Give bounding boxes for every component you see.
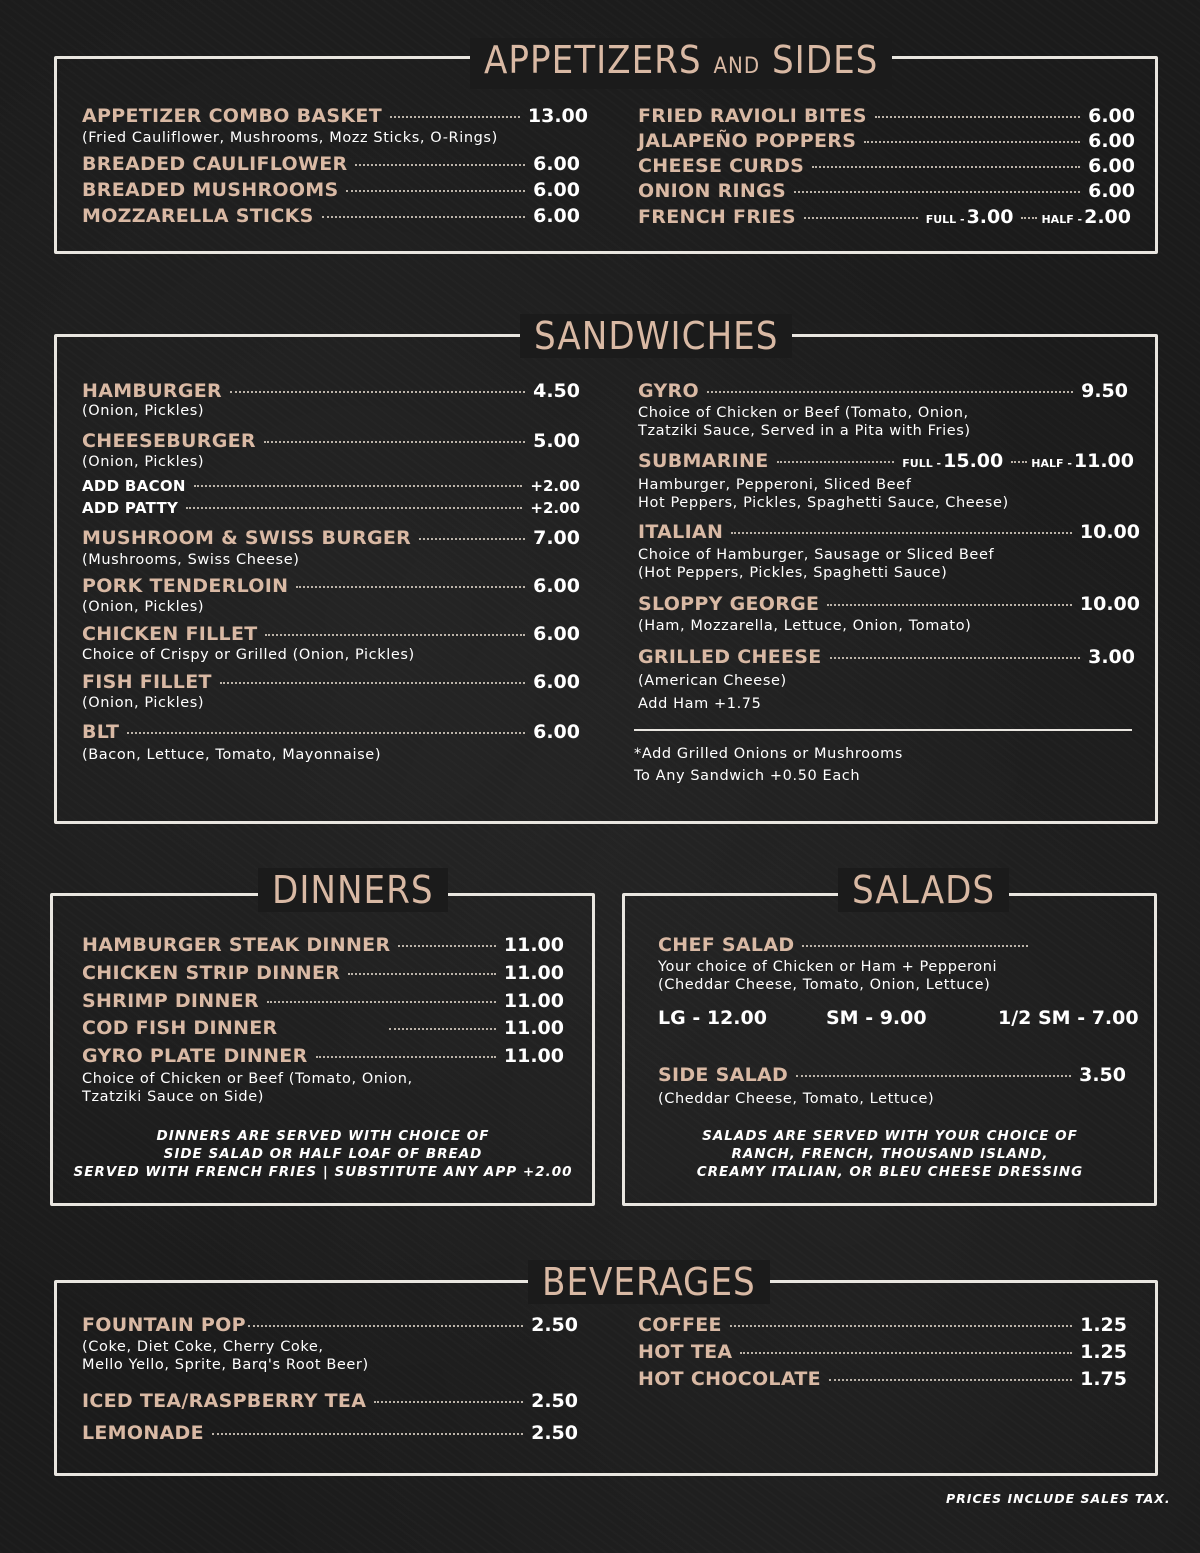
leader-dots <box>812 166 1080 168</box>
item-name: BLT <box>82 721 120 743</box>
leader-dots <box>875 116 1080 118</box>
item-name: HOT CHOCOLATE <box>638 1368 821 1390</box>
menu-item-chicken-fillet <box>82 623 580 645</box>
leader-dots <box>322 216 525 218</box>
menu-item-hot-tea <box>638 1341 1127 1363</box>
item-description: (Mushrooms, Swiss Cheese) <box>82 552 300 568</box>
item-price: +2.00 <box>530 477 580 495</box>
item-name: BREADED CAULIFLOWER <box>82 153 348 175</box>
item-description: Choice of Hamburger, Sausage or Sliced Beef <box>638 547 995 563</box>
leader-dots <box>296 586 525 588</box>
item-name: CHEF SALAD <box>658 934 795 956</box>
item-price: 6.00 <box>533 671 580 693</box>
menu-item-appetizer-combo <box>82 105 588 127</box>
item-name: COFFEE <box>638 1314 722 1336</box>
beverages-title: BEVERAGES <box>528 1260 770 1304</box>
leader-dots <box>804 217 918 219</box>
menu-item-mushroom-swiss-burger <box>82 527 580 549</box>
menu-item-jalapeno-poppers <box>638 130 1135 152</box>
item-description: Choice of Chicken or Beef (Tomato, Onion, <box>638 405 969 421</box>
footer-tax-note: PRICES INCLUDE SALES TAX. <box>946 1491 1171 1506</box>
item-price: 10.00 <box>1079 593 1140 615</box>
item-description: (American Cheese) <box>638 673 787 689</box>
leader-dots <box>802 945 1028 947</box>
item-name: HAMBURGER <box>82 380 222 402</box>
item-name: CHEESE CURDS <box>638 155 805 177</box>
item-name: HAMBURGER STEAK DINNER <box>82 934 391 956</box>
leader-dots <box>1011 461 1027 463</box>
item-name: SHRIMP DINNER <box>82 990 259 1012</box>
leader-dots <box>707 391 1073 393</box>
item-name: GYRO <box>638 380 699 402</box>
item-name: COD FISH DINNER <box>82 1017 278 1039</box>
item-price: 2.50 <box>531 1390 578 1412</box>
item-description: (Hot Peppers, Pickles, Spaghetti Sauce) <box>638 565 948 581</box>
leader-dots <box>346 190 525 192</box>
leader-dots <box>248 1325 523 1327</box>
salads-title: SALADS <box>838 868 1009 912</box>
item-price: 10.00 <box>1079 521 1140 543</box>
item-name: FRENCH FRIES <box>638 206 796 228</box>
item-price: 6.00 <box>1088 155 1135 177</box>
leader-dots <box>796 1075 1071 1077</box>
item-name: SUBMARINE <box>638 450 769 472</box>
full-label: FULL - <box>925 213 965 226</box>
item-name: GRILLED CHEESE <box>638 646 822 668</box>
appetizers-title-b: SIDES <box>771 38 879 82</box>
item-name: ITALIAN <box>638 521 724 543</box>
appetizers-title <box>470 38 892 89</box>
item-price: 7.00 <box>533 527 580 549</box>
half-label: HALF - <box>1041 213 1083 226</box>
item-description: Choice of Chicken or Beef (Tomato, Onion, <box>82 1071 413 1087</box>
item-name: ADD BACON <box>82 477 186 495</box>
menu-item-blt <box>82 721 580 743</box>
menu-item-add-patty <box>82 499 580 517</box>
item-description: (Cheddar Cheese, Tomato, Onion, Lettuce) <box>658 977 991 993</box>
salads-note-line: CREAMY ITALIAN, OR BLEU CHEESE DRESSING <box>696 1164 1084 1180</box>
item-name: SLOPPY GEORGE <box>638 593 820 615</box>
menu-item-chicken-strip-dinner <box>82 962 564 984</box>
menu-item-onion-rings <box>638 180 1135 202</box>
salad-size-small: SM - 9.00 <box>826 1007 927 1029</box>
appetizers-title-a: APPETIZERS <box>484 38 702 82</box>
item-description: Hamburger, Pepperoni, Sliced Beef <box>638 477 912 493</box>
dinners-title: DINNERS <box>258 868 448 912</box>
salads-note <box>640 1127 1140 1181</box>
item-description: (Fried Cauliflower, Mushrooms, Mozz Sticks, O-Rings) <box>82 130 498 146</box>
menu-item-iced-tea <box>82 1390 578 1412</box>
menu-item-hamburger-steak-dinner <box>82 934 564 956</box>
leader-dots <box>355 164 525 166</box>
item-price: 2.50 <box>531 1422 578 1444</box>
item-name: FOUNTAIN POP <box>82 1314 246 1336</box>
menu-item-gyro <box>638 380 1128 402</box>
salad-size-half-small: 1/2 SM - 7.00 <box>998 1007 1139 1029</box>
menu-item-add-bacon <box>82 477 580 495</box>
sandwich-note: To Any Sandwich +0.50 Each <box>634 768 861 784</box>
half-label: HALF - <box>1031 457 1072 470</box>
item-description: (Coke, Diet Coke, Cherry Coke, <box>82 1339 324 1355</box>
dinners-note <box>70 1127 576 1181</box>
half-price: 11.00 <box>1073 450 1134 472</box>
item-price: 11.00 <box>503 990 564 1012</box>
menu-item-cod-fish-dinner <box>82 1017 564 1039</box>
item-name: GYRO PLATE DINNER <box>82 1045 308 1067</box>
item-description: (Bacon, Lettuce, Tomato, Mayonnaise) <box>82 747 382 763</box>
menu-item-italian <box>638 521 1140 543</box>
leader-dots <box>419 538 525 540</box>
menu-item-pork-tenderloin <box>82 575 580 597</box>
item-price: 2.50 <box>531 1314 578 1336</box>
item-price: 3.00 <box>1088 646 1135 668</box>
item-name: BREADED MUSHROOMS <box>82 179 339 201</box>
menu-item-sloppy-george <box>638 593 1140 615</box>
item-price: 1.25 <box>1080 1341 1127 1363</box>
item-price: 13.00 <box>527 105 588 127</box>
item-name: MUSHROOM & SWISS BURGER <box>82 527 412 549</box>
item-price: 6.00 <box>1088 130 1135 152</box>
item-name: ONION RINGS <box>638 180 786 202</box>
item-name: CHEESEBURGER <box>82 430 256 452</box>
leader-dots <box>864 141 1080 143</box>
half-price: 2.00 <box>1084 206 1131 228</box>
leader-dots <box>794 191 1080 193</box>
leader-dots <box>830 657 1081 659</box>
leader-dots <box>348 973 496 975</box>
leader-dots <box>264 441 525 443</box>
item-description: Hot Peppers, Pickles, Spaghetti Sauce, Cheese) <box>638 495 1009 511</box>
leader-dots <box>1021 217 1037 219</box>
leader-dots <box>740 1352 1072 1354</box>
menu-item-gyro-plate-dinner <box>82 1045 564 1067</box>
item-name: CHICKEN FILLET <box>82 623 258 645</box>
item-price: 3.50 <box>1079 1064 1126 1086</box>
item-name: SIDE SALAD <box>658 1064 789 1086</box>
item-name: FRIED RAVIOLI BITES <box>638 105 867 127</box>
item-price: 11.00 <box>503 962 564 984</box>
item-name: MOZZARELLA STICKS <box>82 205 314 227</box>
menu-item-hot-chocolate <box>638 1368 1127 1390</box>
item-price: 6.00 <box>533 623 580 645</box>
full-price: 15.00 <box>943 450 1004 472</box>
salads-note-line: RANCH, FRENCH, THOUSAND ISLAND, <box>731 1146 1049 1162</box>
item-description: (Onion, Pickles) <box>82 403 205 419</box>
item-name: JALAPEÑO POPPERS <box>638 130 857 152</box>
menu-item-submarine <box>638 450 1138 472</box>
leader-dots <box>730 1325 1072 1327</box>
leader-dots <box>390 116 520 118</box>
item-name: APPETIZER COMBO BASKET <box>82 105 382 127</box>
item-price: 5.00 <box>533 430 580 452</box>
item-name: FISH FILLET <box>82 671 212 693</box>
item-description: Add Ham +1.75 <box>638 696 762 712</box>
salad-size-large: LG - 12.00 <box>658 1007 767 1029</box>
item-name: HOT TEA <box>638 1341 733 1363</box>
menu-item-fish-fillet <box>82 671 580 693</box>
sandwiches-title: SANDWICHES <box>520 314 792 358</box>
menu-item-hamburger <box>82 380 580 402</box>
leader-dots <box>265 634 525 636</box>
leader-dots <box>267 1001 496 1003</box>
item-description: Choice of Crispy or Grilled (Onion, Pickles) <box>82 647 415 663</box>
full-price: 3.00 <box>966 206 1014 228</box>
menu-item-coffee <box>638 1314 1127 1336</box>
item-description: (Onion, Pickles) <box>82 599 205 615</box>
salads-note-line: SALADS ARE SERVED WITH YOUR CHOICE OF <box>702 1128 1078 1144</box>
item-price: 6.00 <box>533 575 580 597</box>
menu-item-side-salad <box>658 1064 1126 1086</box>
menu-item-fried-ravioli <box>638 105 1135 127</box>
item-price: 6.00 <box>533 179 580 201</box>
item-price: 11.00 <box>503 934 564 956</box>
leader-dots <box>316 1056 496 1058</box>
item-price: 1.25 <box>1080 1314 1127 1336</box>
item-description: (Onion, Pickles) <box>82 695 205 711</box>
leader-dots <box>127 732 525 734</box>
dinners-note-line: SERVED WITH FRENCH FRIES | SUBSTITUTE ANY APP +2.00 <box>73 1164 573 1180</box>
leader-dots <box>777 461 895 463</box>
menu-item-breaded-cauliflower <box>82 153 580 175</box>
item-description: Tzatziki Sauce on Side) <box>82 1089 264 1105</box>
menu-item-breaded-mushrooms <box>82 179 580 201</box>
appetizers-title-and: AND <box>713 54 761 79</box>
dinners-note-line: SIDE SALAD OR HALF LOAF OF BREAD <box>163 1146 483 1162</box>
menu-item-fountain-pop <box>82 1314 578 1336</box>
menu-item-shrimp-dinner <box>82 990 564 1012</box>
menu-item-lemonade <box>82 1422 578 1444</box>
item-name: ICED TEA/RASPBERRY TEA <box>82 1390 367 1412</box>
menu-item-cheeseburger <box>82 430 580 452</box>
menu-item-chef-salad <box>658 934 1036 956</box>
item-price: 6.00 <box>533 205 580 227</box>
leader-dots <box>829 1379 1072 1381</box>
item-description: Mello Yello, Sprite, Barq's Root Beer) <box>82 1357 369 1373</box>
item-price: 9.50 <box>1081 380 1128 402</box>
item-price: +2.00 <box>530 499 580 517</box>
leader-dots <box>827 604 1072 606</box>
dinners-note-line: DINNERS ARE SERVED WITH CHOICE OF <box>156 1128 490 1144</box>
item-name: ADD PATTY <box>82 499 179 517</box>
item-description: Tzatziki Sauce, Served in a Pita with Fries) <box>638 423 971 439</box>
item-name: LEMONADE <box>82 1422 204 1444</box>
item-name: CHICKEN STRIP DINNER <box>82 962 341 984</box>
item-price: 11.00 <box>503 1017 564 1039</box>
item-description: (Cheddar Cheese, Tomato, Lettuce) <box>658 1091 935 1107</box>
item-price: 1.75 <box>1080 1368 1127 1390</box>
leader-dots <box>186 507 522 509</box>
item-name: PORK TENDERLOIN <box>82 575 289 597</box>
leader-dots <box>374 1401 523 1403</box>
item-description: (Ham, Mozzarella, Lettuce, Onion, Tomato) <box>638 618 972 634</box>
menu-item-french-fries <box>638 206 1135 228</box>
menu-item-cheese-curds <box>638 155 1135 177</box>
item-description: Your choice of Chicken or Ham + Pepperoni <box>658 959 998 975</box>
item-description: (Onion, Pickles) <box>82 454 205 470</box>
full-label: FULL - <box>902 457 942 470</box>
leader-dots <box>194 485 523 487</box>
item-price: 6.00 <box>533 721 580 743</box>
menu-item-mozzarella-sticks <box>82 205 580 227</box>
item-price: 6.00 <box>533 153 580 175</box>
leader-dots <box>220 682 525 684</box>
menu-item-grilled-cheese <box>638 646 1135 668</box>
item-price: 6.00 <box>1088 105 1135 127</box>
leader-dots <box>398 945 495 947</box>
sandwich-divider <box>634 729 1132 731</box>
leader-dots <box>212 1433 523 1435</box>
sandwich-note: *Add Grilled Onions or Mushrooms <box>634 746 903 762</box>
item-price: 4.50 <box>533 380 580 402</box>
leader-dots <box>389 1028 495 1030</box>
leader-dots <box>731 532 1072 534</box>
leader-dots <box>230 391 525 393</box>
item-price: 11.00 <box>503 1045 564 1067</box>
item-price: 6.00 <box>1088 180 1135 202</box>
